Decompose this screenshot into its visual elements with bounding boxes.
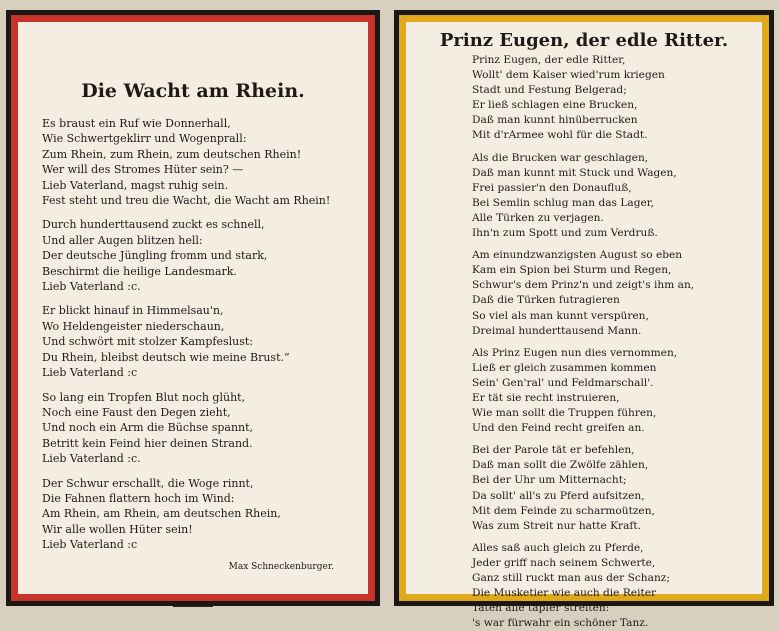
left-poem-line: Und aller Augen blitzen hell: [42, 233, 203, 247]
right-poem-stanza [472, 346, 756, 437]
right-poem-line: Alle Türken zu verjagen. [472, 211, 604, 224]
left-poem-line: Der deutsche Jüngling fromm und stark, [42, 249, 268, 263]
right-poem-line: Alles saß auch gleich zu Pferde, [472, 541, 644, 554]
right-poem-line: Und den Feind recht greifen an. [472, 422, 645, 435]
left-poem-stanza [42, 116, 362, 208]
left-poem-line: Lieb Vaterland, magst ruhig sein. [42, 178, 229, 192]
left-poem-line: Lieb Vaterland :c [42, 366, 138, 380]
right-poem-line: Bei der Parole tät er befehlen, [472, 444, 635, 457]
right-card-poem [406, 53, 762, 631]
right-poem-line: Jeder griff nach seinem Schwerte, [472, 556, 656, 569]
right-poem-stanza [472, 53, 756, 144]
right-poem-line: Daß man sollt die Zwölfe zählen, [472, 459, 649, 472]
left-card-paper [18, 22, 368, 594]
left-poem-line: Betritt kein Feind hier deinen Strand. [42, 436, 253, 450]
right-poem-line: Wollt' dem Kaiser wied'rum kriegen [472, 69, 665, 82]
left-poem-line: Und schwört mit stolzer Kampfeslust: [42, 335, 253, 349]
right-poem-line: Schwur's dem Prinz'n und zeigt's ihm an, [472, 279, 695, 292]
right-poem-line: Ließ er gleich zusammen kommen [472, 361, 657, 374]
right-poem-line: Als die Brucken war geschlagen, [472, 151, 649, 164]
right-poem-line: So viel als man kunnt verspüren, [472, 309, 649, 322]
left-poem-line: Lieb Vaterland :c. [42, 280, 141, 294]
right-poem-line: Er tät sie recht instruieren, [472, 391, 620, 404]
left-poem-line: Wir alle wollen Hüter sein! [42, 522, 193, 536]
right-poem-line: Wie man sollt die Truppen führen, [472, 407, 657, 420]
right-poem-line: Sein' Gen'ral' und Feldmarschall'. [472, 376, 654, 389]
left-card [6, 10, 380, 606]
left-card-divider [173, 606, 213, 607]
right-poem-line: Prinz Eugen, der edle Ritter, [472, 54, 626, 66]
left-card-red-border [11, 15, 375, 601]
left-poem-stanza [42, 390, 362, 467]
left-poem-line: Wie Schwertgeklirr und Wogenprall: [42, 132, 247, 146]
right-poem-line: Dreimal hunderttausend Mann. [472, 324, 642, 337]
right-poem-line: Daß die Türken futragieren [472, 294, 620, 307]
left-poem-stanza [42, 217, 362, 294]
right-card [394, 10, 774, 630]
right-poem-line: Als Prinz Eugen nun dies vernommen, [472, 346, 678, 359]
left-card-poem [18, 116, 368, 553]
left-poem-line: Er blickt hinauf in Himmelsau'n, [42, 304, 224, 318]
right-poem-line: Da sollt' all's zu Pferd aufsitzen, [472, 489, 645, 502]
right-poem-line: 's war fürwahr ein schöner Tanz. [472, 617, 649, 630]
left-poem-line: Der Schwur erschallt, die Woge rinnt, [42, 476, 254, 490]
left-poem-line: Die Fahnen flattern hoch im Wind: [42, 491, 235, 505]
left-poem-line: Wer will des Stromes Hüter sein? — [42, 163, 244, 177]
left-poem-line: Durch hunderttausend zuckt es schnell, [42, 218, 265, 232]
left-poem-line: Noch eine Faust den Degen zieht, [42, 405, 231, 419]
right-poem-line: Was zum Streit nur hatte Kraft. [472, 519, 641, 532]
right-poem-line: Bei Semlin schlug man das Lager, [472, 196, 655, 209]
right-poem-line: Mit d'rArmee wohl für die Stadt. [472, 129, 648, 142]
right-poem-line: Am einundzwanzigsten August so eben [472, 249, 683, 262]
right-poem-line: Kam ein Spion bei Sturm und Regen, [472, 264, 672, 277]
left-poem-line: Beschirmt die heilige Landesmark. [42, 264, 237, 278]
right-poem-stanza [472, 541, 756, 631]
right-poem-line: Ihn'n zum Spott und zum Verdruß. [472, 227, 658, 240]
right-poem-line: Ganz still ruckt man aus der Schanz; [472, 572, 670, 584]
left-poem-line: Wo Heldengeister niederschaun, [42, 319, 225, 333]
right-poem-line: Mit dem Feinde zu scharmoützen, [472, 504, 655, 517]
left-poem-stanza [42, 303, 362, 380]
left-poem-stanza [42, 476, 362, 553]
right-poem-stanza [472, 248, 756, 339]
right-poem-line: Daß man kunnt hinüberrucken [472, 114, 638, 127]
right-poem-line: Bei der Uhr um Mitternacht; [472, 474, 627, 487]
left-poem-line: Und noch ein Arm die Büchse spannt, [42, 421, 254, 435]
left-poem-line: Fest steht und treu die Wacht, die Wacht am Rhein! [42, 194, 331, 208]
left-card-author: Max Schneckenburger. [228, 561, 334, 572]
right-poem-stanza [472, 151, 756, 242]
left-poem-line: So lang ein Tropfen Blut noch glüht, [42, 390, 246, 404]
left-poem-line: Lieb Vaterland :c. [42, 452, 141, 466]
left-poem-line: Am Rhein, am Rhein, am deutschen Rhein, [42, 507, 281, 521]
right-card-title: Prinz Eugen, der edle Ritter. [439, 30, 729, 51]
left-poem-line: Lieb Vaterland :c [42, 538, 138, 552]
right-poem-line: Frei passier'n den Donaufluß, [472, 181, 632, 194]
left-poem-line: Es braust ein Ruf wie Donnerhall, [42, 117, 231, 130]
right-poem-line: Er ließ schlagen eine Brucken, [472, 99, 638, 112]
right-poem-line: Daß man kunnt mit Stuck und Wagen, [472, 166, 677, 179]
left-poem-line: Zum Rhein, zum Rhein, zum deutschen Rhein! [42, 147, 302, 161]
right-card-gold-border [399, 15, 769, 630]
left-poem-line: Du Rhein, bleibst deutsch wie meine Brust.“ [42, 350, 290, 364]
right-poem-line: Die Musketier wie auch die Reiter [472, 587, 657, 600]
right-card-paper [406, 22, 762, 630]
right-poem-stanza [472, 443, 756, 534]
right-poem-line: Taten alle tapfer streiten: [472, 602, 610, 615]
left-card-title: Die Wacht am Rhein. [81, 80, 305, 102]
right-poem-line: Stadt und Festung Belgerad; [472, 84, 627, 97]
